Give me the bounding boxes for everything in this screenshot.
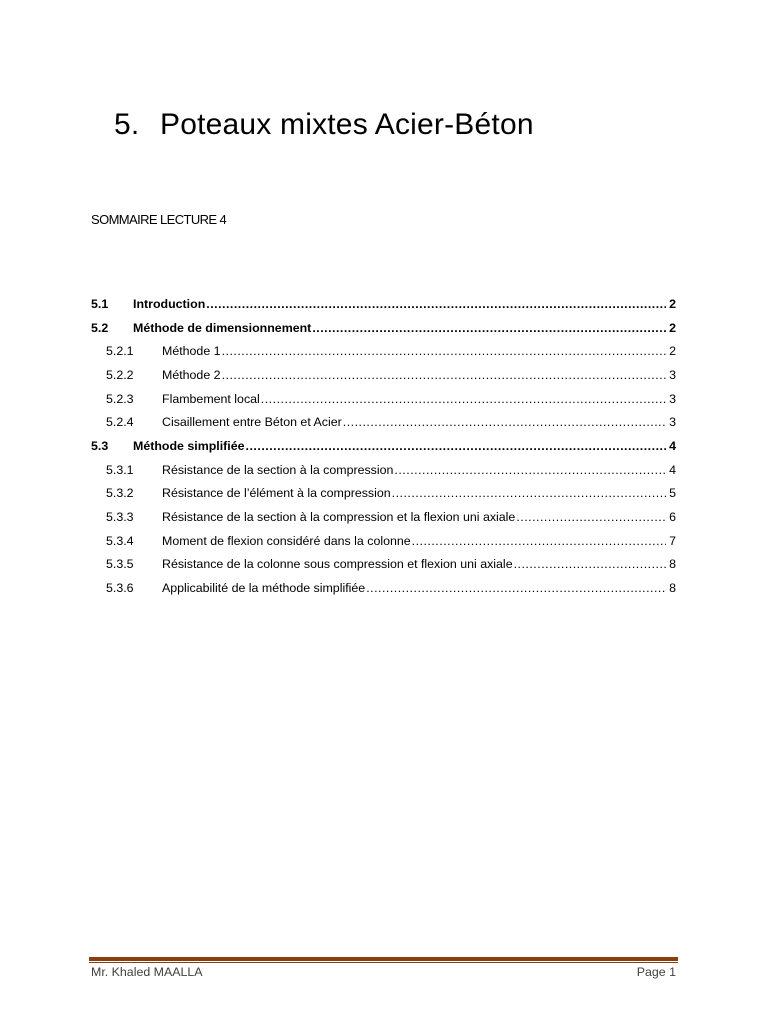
toc-entry-page: 2 — [669, 320, 676, 335]
toc-dot-leader — [412, 534, 666, 548]
toc-entry-title: Résistance de la colonne sous compression et flexion uni axiale — [162, 557, 513, 572]
toc-entry-title: Résistance de l’élément à la compression — [162, 486, 391, 501]
footer-page-number: Page 1 — [636, 965, 676, 979]
toc-entry-title: Méthode simplifiée — [133, 438, 245, 453]
toc-entry-page: 7 — [669, 533, 676, 548]
toc-entry-number: 5.2.1 — [106, 344, 134, 359]
footer-author: Mr. Khaled MAALLA — [91, 965, 203, 979]
toc-entry-number: 5.3.4 — [106, 533, 134, 548]
toc-entry-page: 2 — [669, 296, 676, 311]
toc-entry-number: 5.3.1 — [106, 462, 134, 477]
toc-entry[interactable] — [91, 553, 676, 577]
page-heading — [114, 108, 534, 142]
toc-entry-title: Méthode 1 — [162, 344, 221, 359]
toc-dot-leader — [514, 557, 666, 571]
toc-dot-leader — [222, 344, 666, 358]
toc-entry-title: Flambement local — [162, 391, 260, 406]
toc-entry[interactable] — [91, 387, 676, 411]
toc-entry-title: Méthode 2 — [162, 367, 221, 382]
toc-entry[interactable] — [91, 529, 676, 553]
toc-entry-number: 5.2 — [91, 320, 109, 335]
toc-entry-title: Méthode de dimensionnement — [133, 320, 312, 335]
toc-entry-title: Applicabilité de la méthode simplifiée — [162, 581, 366, 596]
heading-title: Poteaux mixtes Acier-Béton — [160, 108, 534, 142]
toc-dot-leader — [366, 581, 666, 595]
toc-entry-page: 6 — [669, 510, 676, 525]
toc-dot-leader — [392, 486, 666, 500]
toc-dot-leader — [394, 463, 666, 477]
toc-entry-page: 3 — [669, 391, 676, 406]
toc-entry[interactable] — [91, 458, 676, 482]
table-of-contents — [91, 292, 676, 600]
toc-entry-page: 8 — [669, 581, 676, 596]
toc-dot-leader — [246, 439, 666, 453]
toc-entry-page: 4 — [669, 438, 676, 453]
toc-entry-page: 3 — [669, 367, 676, 382]
toc-entry-page: 2 — [669, 344, 676, 359]
footer-divider-thin — [89, 962, 678, 963]
toc-entry[interactable] — [91, 505, 676, 529]
toc-entry-title: Résistance de la section à la compression et la flexion uni axiale — [162, 510, 516, 525]
toc-entry-number: 5.2.4 — [106, 415, 134, 430]
toc-entry[interactable] — [91, 339, 676, 363]
toc-entry[interactable] — [91, 316, 676, 340]
toc-dot-leader — [222, 368, 666, 382]
toc-entry[interactable] — [91, 292, 676, 316]
toc-entry-number: 5.2.2 — [106, 367, 134, 382]
toc-entry-title: Cisaillement entre Béton et Acier — [162, 415, 342, 430]
toc-entry[interactable] — [91, 482, 676, 506]
toc-entry-page: 4 — [669, 462, 676, 477]
toc-dot-leader — [343, 415, 666, 429]
heading-number: 5. — [114, 108, 140, 142]
toc-entry-title: Résistance de la section à la compression — [162, 462, 394, 477]
toc-entry-number: 5.3.2 — [106, 486, 134, 501]
toc-entry-title: Moment de flexion considéré dans la colonne — [162, 533, 411, 548]
toc-dot-leader — [516, 510, 666, 524]
toc-entry-number: 5.3.3 — [106, 510, 134, 525]
toc-entry[interactable] — [91, 576, 676, 600]
toc-entry-number: 5.1 — [91, 296, 109, 311]
toc-entry-number: 5.3.6 — [106, 581, 134, 596]
footer-divider — [89, 957, 678, 961]
toc-entry-page: 8 — [669, 557, 676, 572]
toc-entry[interactable] — [91, 410, 676, 434]
toc-entry-number: 5.3 — [91, 438, 109, 453]
toc-entry-number: 5.3.5 — [106, 557, 134, 572]
toc-dot-leader — [312, 321, 666, 335]
toc-entry-page: 5 — [669, 486, 676, 501]
toc-entry-title: Introduction — [133, 296, 206, 311]
toc-entry[interactable] — [91, 434, 676, 458]
toc-entry-number: 5.2.3 — [106, 391, 134, 406]
toc-dot-leader — [206, 297, 666, 311]
toc-entry-page: 3 — [669, 415, 676, 430]
toc-entry[interactable] — [91, 363, 676, 387]
summary-title: SOMMAIRE LECTURE 4 — [91, 212, 227, 227]
toc-dot-leader — [261, 392, 666, 406]
